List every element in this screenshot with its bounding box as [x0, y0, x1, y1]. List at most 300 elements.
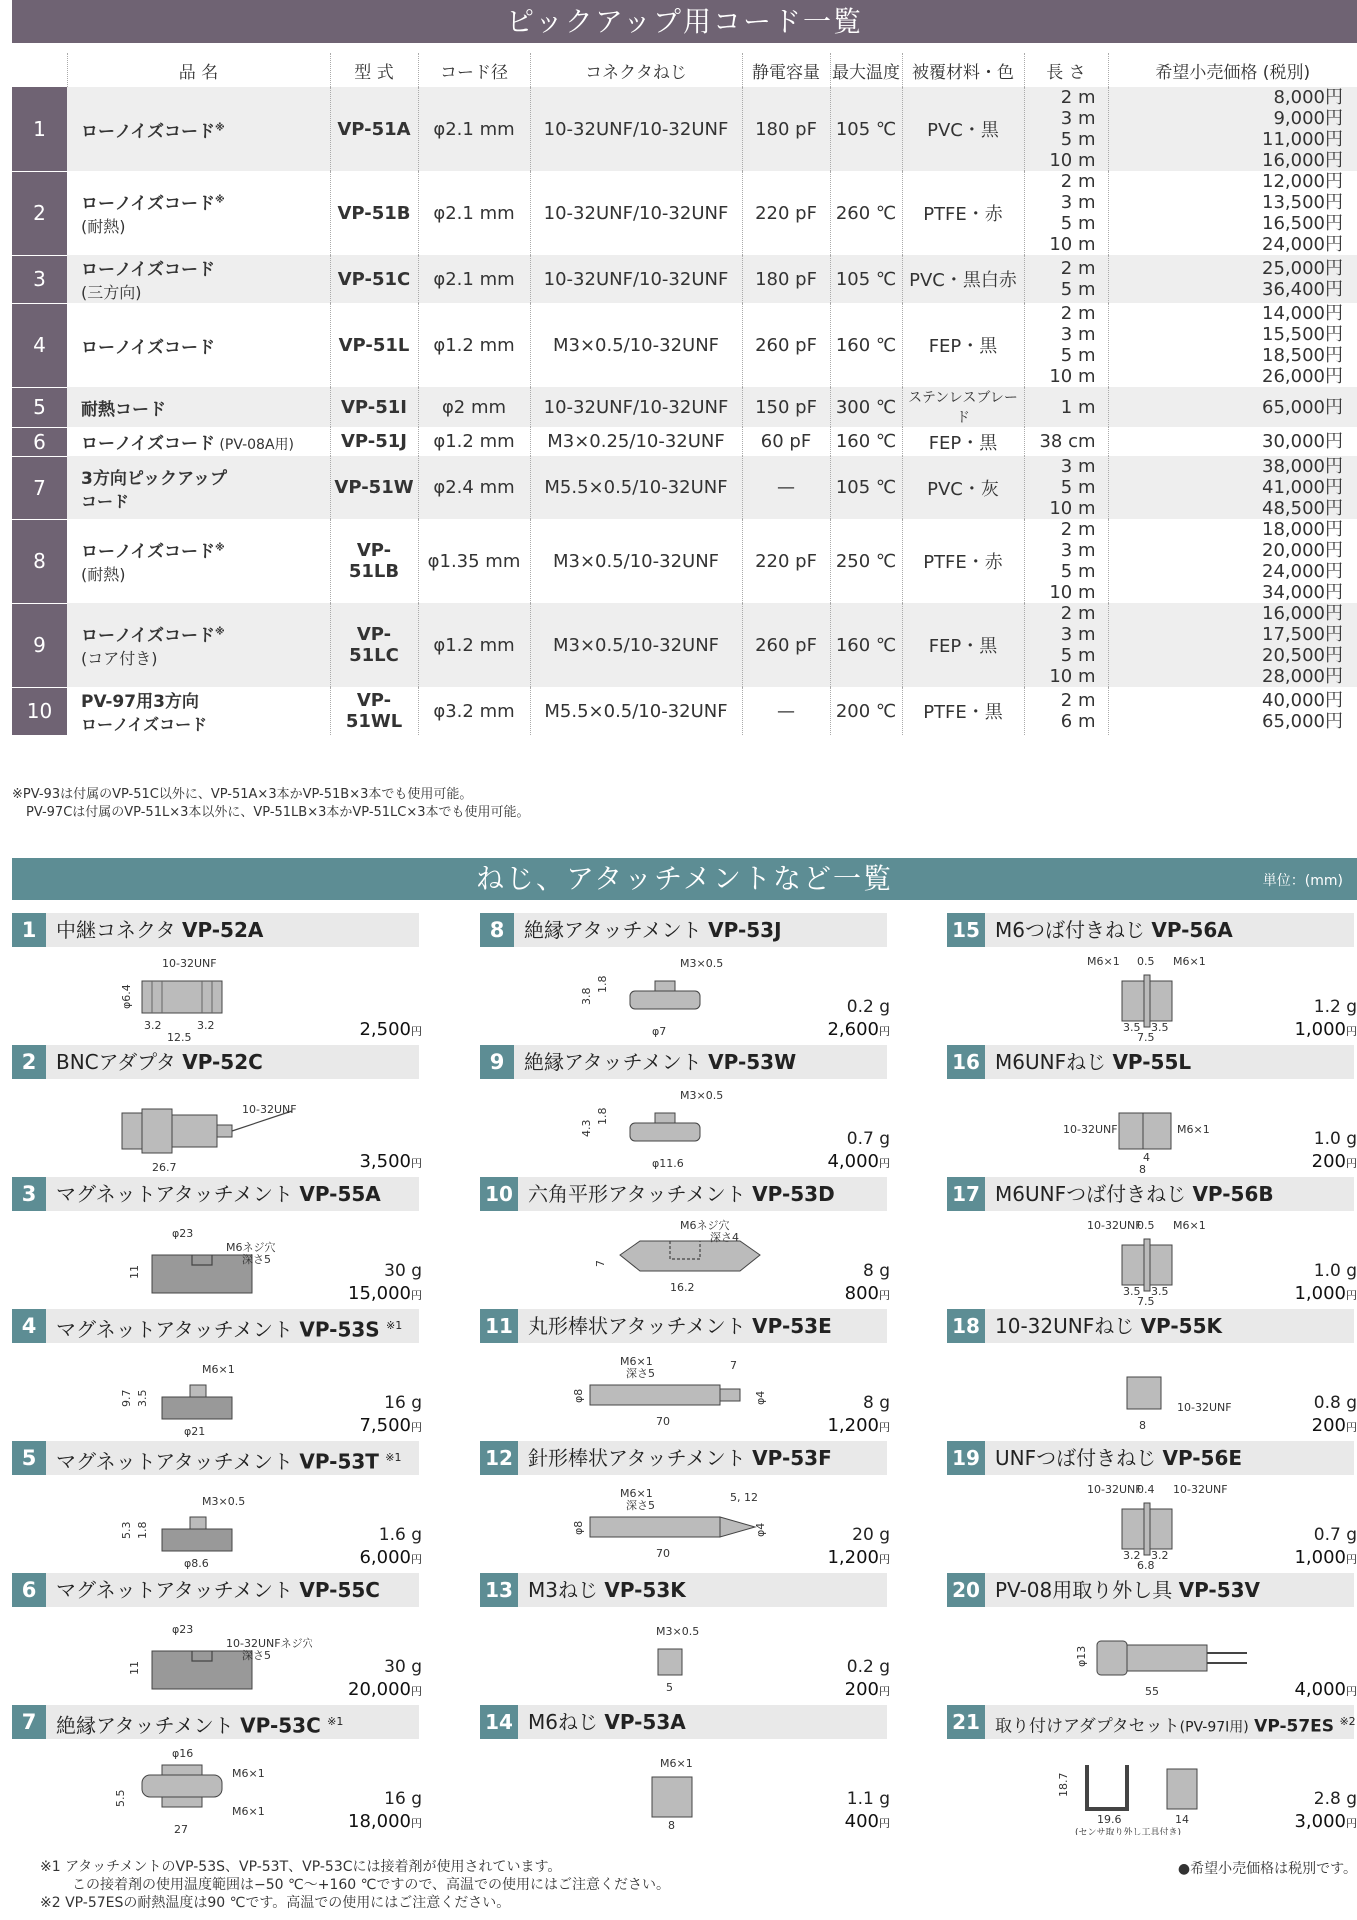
accessory-model: VP-55C [299, 1578, 380, 1602]
accessory-model: VP-52C [182, 1050, 263, 1074]
accessory-price [1294, 1019, 1357, 1040]
accessory-number: 13 [480, 1573, 518, 1607]
accessory-weight: 1.0 g [1313, 1129, 1357, 1149]
accessory-card [947, 913, 1357, 1044]
svg-text:11: 11 [128, 1661, 141, 1675]
accessory-title [528, 1441, 832, 1475]
name-sub: (三方向) [81, 283, 142, 302]
svg-text:(センサ取り外し工具付き): (センサ取り外し工具付き) [1075, 1828, 1182, 1835]
price-number: 200 [1311, 1415, 1346, 1436]
svg-text:27: 27 [174, 1823, 188, 1835]
svg-text:6.8: 6.8 [1137, 1559, 1155, 1571]
price-number: 1,000 [1294, 1283, 1346, 1304]
price-number: 20,000 [348, 1679, 411, 1700]
yen-unit: 円 [1346, 1025, 1357, 1038]
accessory-drawing [1027, 1611, 1247, 1703]
svg-text:φ13: φ13 [1075, 1645, 1088, 1667]
accessory-header [12, 1177, 419, 1211]
price-value: 41,000円 [1262, 477, 1343, 498]
length-value: 2 m [1060, 690, 1096, 711]
material: PVC・黒 [902, 87, 1024, 171]
accessory-drawing [560, 1479, 780, 1571]
svg-text:3.5: 3.5 [1123, 1021, 1141, 1034]
accessory-header [947, 913, 1354, 947]
svg-text:3.5: 3.5 [1151, 1285, 1169, 1298]
footer-note: ※2 VP-57ESの耐熱温度は90 ℃です。高温での使用にはご注意ください。 [40, 1895, 511, 1911]
price-value: 65,000円 [1262, 396, 1343, 418]
price-value: 38,000円 [1262, 456, 1343, 477]
svg-text:M6×1: M6×1 [232, 1767, 265, 1780]
name-text: ローノイズコード [81, 337, 215, 358]
svg-text:4.3: 4.3 [580, 1119, 593, 1137]
accessory-price [359, 1151, 422, 1172]
svg-text:M6ネジ穴: M6ネジ穴 [680, 1219, 730, 1232]
connector-thread: M5.5×0.5/10-32UNF [530, 456, 742, 519]
model-number: VP-51B [330, 171, 418, 255]
table-row [12, 387, 1357, 427]
accessory-name-note: (PV-97I用) [1179, 1719, 1249, 1736]
length-value: 5 m [1060, 477, 1096, 498]
accessory-number: 17 [947, 1177, 985, 1211]
name-text: ローノイズコード [81, 121, 215, 142]
name-text: ローノイズコード [81, 194, 215, 214]
accessory-model: VP-53S [299, 1317, 380, 1342]
svg-text:深さ5: 深さ5 [242, 1649, 271, 1662]
accessory-title [995, 1441, 1242, 1475]
capacitance: 260 pF [742, 603, 830, 687]
yen-unit: 円 [1346, 1685, 1357, 1698]
price-number: 2,500 [359, 1019, 411, 1040]
accessory-title [995, 913, 1233, 947]
cord-diameter: φ2.1 mm [418, 255, 530, 303]
accessory-number: 2 [12, 1045, 46, 1079]
price-number: 4,000 [1294, 1679, 1346, 1700]
price-value: 17,500円 [1262, 624, 1343, 645]
length-value: 3 m [1060, 624, 1096, 645]
svg-text:12.5: 12.5 [167, 1031, 192, 1043]
connector-thread: M3×0.5/10-32UNF [530, 303, 742, 387]
accessory-number: 19 [947, 1441, 985, 1475]
price-list [1108, 303, 1357, 387]
accessory-number: 5 [12, 1441, 46, 1475]
accessory-price [1294, 1283, 1357, 1304]
accessory-drawing [92, 1083, 312, 1175]
accessory-model: VP-53D [752, 1182, 835, 1206]
cord-diameter: φ2.4 mm [418, 456, 530, 519]
svg-text:φ16: φ16 [172, 1747, 194, 1760]
yen-unit: 円 [411, 1553, 422, 1566]
accessory-number: 1 [12, 913, 46, 947]
accessory-model: VP-56B [1192, 1182, 1274, 1206]
accessory-price [1312, 1415, 1357, 1436]
max-temp: 260 ℃ [830, 171, 902, 255]
material: PVC・黒白赤 [902, 255, 1024, 303]
yen-unit: 円 [879, 1157, 890, 1170]
note-mark: ※ [214, 194, 225, 206]
header-capacitance: 静電容量 [742, 53, 830, 87]
cord-table-header [12, 53, 1357, 87]
table-row [12, 427, 1357, 456]
length-value: 3 m [1060, 456, 1096, 477]
name-text: ローノイズコード [81, 542, 215, 562]
svg-text:8: 8 [1139, 1163, 1146, 1175]
length-value: 3 m [1060, 324, 1096, 345]
accessory-header [480, 1573, 887, 1607]
max-temp: 160 ℃ [830, 603, 902, 687]
accessory-drawing [92, 1479, 312, 1571]
accessory-price [845, 1679, 890, 1700]
length-list [1024, 427, 1108, 456]
length-list [1024, 255, 1108, 303]
length-value: 5 m [1060, 561, 1096, 582]
row-number: 8 [12, 519, 67, 603]
name-text: ローノイズコード [81, 626, 215, 646]
length-value: 2 m [1060, 258, 1096, 279]
note-mark: ※1 [385, 1451, 402, 1464]
accessory-drawing [1027, 1347, 1247, 1439]
name-text: 耐熱コード [81, 399, 166, 420]
length-value: 3 m [1060, 108, 1096, 129]
accessory-drawing [1027, 1083, 1247, 1175]
accessory-price [348, 1283, 422, 1304]
max-temp: 105 ℃ [830, 87, 902, 171]
svg-text:14: 14 [1175, 1813, 1189, 1826]
svg-text:9.7: 9.7 [120, 1389, 133, 1407]
accessory-drawing [92, 1611, 312, 1703]
accessory-number: 15 [947, 913, 985, 947]
price-number: 200 [1311, 1151, 1346, 1172]
unit-note: 単位：(mm) [1262, 873, 1343, 889]
svg-text:M6ネジ穴: M6ネジ穴 [226, 1241, 276, 1254]
material: FEP・黒 [902, 603, 1024, 687]
accessory-card [12, 1573, 422, 1704]
price-number: 3,500 [359, 1151, 411, 1172]
accessory-card [480, 1441, 890, 1572]
svg-text:18.7: 18.7 [1057, 1772, 1070, 1797]
connector-thread: M3×0.5/10-32UNF [530, 519, 742, 603]
svg-text:3.2: 3.2 [1151, 1549, 1169, 1562]
price-number: 400 [844, 1811, 879, 1832]
row-number: 1 [12, 87, 67, 171]
yen-unit: 円 [411, 1025, 422, 1038]
row-number: 3 [12, 255, 67, 303]
svg-text:0.5: 0.5 [1137, 1219, 1155, 1232]
accessory-header [480, 1441, 887, 1475]
accessory-model: VP-52A [181, 918, 264, 942]
accessory-title [524, 913, 782, 947]
yen-unit: 円 [411, 1289, 422, 1302]
svg-text:深さ4: 深さ4 [710, 1231, 739, 1244]
capacitance: 180 pF [742, 87, 830, 171]
accessory-title [995, 1309, 1222, 1343]
accessory-drawing [560, 1215, 780, 1307]
accessory-model: VP-55A [299, 1182, 381, 1206]
price-value: 24,000円 [1262, 561, 1343, 582]
accessory-drawing [92, 1347, 312, 1439]
accessory-model: VP-55L [1112, 1050, 1192, 1074]
length-list [1024, 87, 1108, 171]
accessory-weight: 0.7 g [846, 1129, 890, 1149]
accessory-model: VP-53K [604, 1578, 686, 1602]
price-value: 15,500円 [1262, 324, 1343, 345]
yen-unit: 円 [1346, 1421, 1357, 1434]
length-list [1024, 603, 1108, 687]
svg-text:M6×1: M6×1 [1177, 1123, 1210, 1136]
header-diameter: コード径 [418, 53, 530, 87]
table-row [12, 303, 1357, 387]
footer-notes [40, 1858, 670, 1912]
cord-diameter: φ1.2 mm [418, 303, 530, 387]
accessory-header [12, 1045, 419, 1079]
svg-text:16.2: 16.2 [670, 1281, 695, 1294]
capacitance: 220 pF [742, 519, 830, 603]
accessory-name: 取り付けアダプタセット [995, 1716, 1180, 1737]
yen-unit: 円 [411, 1421, 422, 1434]
table-row [12, 255, 1357, 303]
price-list [1108, 603, 1357, 687]
name-text: ローノイズコード [81, 260, 215, 280]
row-number: 5 [12, 387, 67, 427]
accessory-weight: 20 g [852, 1525, 890, 1545]
accessory-header [947, 1705, 1354, 1739]
svg-text:5: 5 [666, 1681, 673, 1694]
accessory-title [56, 1705, 343, 1739]
connector-thread: M3×0.25/10-32UNF [530, 427, 742, 456]
accessory-header [480, 1045, 887, 1079]
accessory-price [1294, 1679, 1357, 1700]
accessory-price [827, 1415, 890, 1436]
accessory-header [12, 1309, 419, 1343]
accessory-name: 絶縁アタッチメント [524, 918, 702, 942]
accessory-name: 丸形棒状アタッチメント [528, 1314, 746, 1338]
accessory-weight: 8 g [862, 1393, 890, 1413]
price-value: 8,000円 [1273, 87, 1343, 108]
svg-text:M3×0.5: M3×0.5 [202, 1495, 246, 1508]
price-value: 18,000円 [1262, 519, 1343, 540]
accessory-name: 六角平形アタッチメント [528, 1182, 746, 1206]
svg-text:7.5: 7.5 [1137, 1031, 1155, 1043]
svg-text:5.5: 5.5 [114, 1789, 127, 1807]
svg-text:3.8: 3.8 [580, 987, 593, 1005]
accessory-drawing [560, 951, 780, 1043]
accessory-header [947, 1177, 1354, 1211]
length-value: 5 m [1060, 645, 1096, 666]
accessory-name: マグネットアタッチメント [56, 1449, 293, 1474]
accessory-drawing [560, 1743, 780, 1835]
yen-unit: 円 [1346, 1553, 1357, 1566]
accessory-header [947, 1309, 1354, 1343]
accessory-header [12, 1705, 419, 1739]
svg-text:0.4: 0.4 [1137, 1483, 1155, 1496]
svg-text:3.2: 3.2 [197, 1019, 215, 1032]
length-list [1024, 687, 1108, 735]
svg-text:5, 12: 5, 12 [730, 1491, 758, 1504]
price-value: 65,000円 [1262, 711, 1343, 732]
length-value: 2 m [1060, 171, 1096, 192]
accessory-title [995, 1177, 1274, 1211]
accessory-name: M6UNFねじ [995, 1050, 1107, 1074]
length-value: 2 m [1060, 87, 1096, 108]
svg-text:10-32UNF: 10-32UNF [1063, 1123, 1118, 1136]
price-value: 16,000円 [1262, 150, 1343, 171]
svg-text:M6×1: M6×1 [660, 1757, 693, 1770]
yen-unit: 円 [879, 1025, 890, 1038]
note-mark: ※ [214, 542, 225, 554]
accessory-title-text: ねじ、アタッチメントなど一覧 [476, 862, 893, 895]
max-temp: 160 ℃ [830, 303, 902, 387]
svg-text:11: 11 [128, 1265, 141, 1279]
capacitance: — [742, 687, 830, 735]
accessory-weight: 0.7 g [1313, 1525, 1357, 1545]
accessory-weight: 0.2 g [846, 1657, 890, 1677]
accessory-header [947, 1573, 1354, 1607]
name-sub: (耐熱) [81, 217, 126, 236]
accessory-name: PV-08用取り外し具 [995, 1578, 1173, 1602]
price-number: 1,000 [1294, 1019, 1346, 1040]
accessory-drawing [92, 951, 312, 1043]
accessory-number: 11 [480, 1309, 518, 1343]
accessory-name: マグネットアタッチメント [56, 1317, 293, 1342]
accessory-name: UNFつば付きねじ [995, 1446, 1157, 1470]
accessory-title [524, 1045, 796, 1079]
accessory-model: VP-53V [1178, 1578, 1261, 1602]
accessory-number: 21 [947, 1705, 985, 1739]
price-value: 34,000円 [1262, 582, 1343, 603]
accessory-header [947, 1441, 1354, 1475]
svg-text:70: 70 [656, 1415, 670, 1428]
accessory-name: 絶縁アタッチメント [56, 1713, 234, 1738]
connector-thread: 10-32UNF/10-32UNF [530, 387, 742, 427]
svg-text:M6×1: M6×1 [620, 1487, 653, 1500]
accessory-model: VP-53W [708, 1050, 797, 1074]
svg-text:M6×1: M6×1 [1087, 955, 1120, 968]
model-number: VP-51A [330, 87, 418, 171]
svg-text:7.5: 7.5 [1137, 1295, 1155, 1307]
name-sub: コード [81, 491, 130, 511]
price-value: 25,000円 [1262, 258, 1343, 279]
price-value: 40,000円 [1262, 690, 1343, 711]
accessory-card [480, 913, 890, 1044]
connector-thread: 10-32UNF/10-32UNF [530, 171, 742, 255]
length-value: 10 m [1049, 234, 1096, 255]
material: ステンレスブレード [902, 387, 1024, 427]
footer-note: この接着剤の使用温度範囲は−50 ℃〜+160 ℃ですので、高温での使用にはご注意ください。 [72, 1877, 671, 1893]
table-row [12, 456, 1357, 519]
accessory-card [480, 1705, 890, 1836]
svg-text:1.8: 1.8 [136, 1521, 149, 1539]
length-list [1024, 456, 1108, 519]
cord-diameter: φ2.1 mm [418, 171, 530, 255]
accessory-name: M6つば付きねじ [995, 918, 1145, 942]
price-value: 36,400円 [1262, 279, 1343, 300]
svg-text:φ7: φ7 [652, 1025, 667, 1038]
svg-text:8: 8 [668, 1819, 675, 1832]
price-number: 1,200 [827, 1547, 879, 1568]
price-value: 14,000円 [1262, 303, 1343, 324]
accessory-title [995, 1045, 1191, 1079]
note-mark: ※1 [386, 1319, 403, 1332]
price-list [1108, 87, 1357, 171]
svg-text:3.5: 3.5 [1123, 1285, 1141, 1298]
price-number: 3,000 [1294, 1811, 1346, 1832]
accessory-header [947, 1045, 1354, 1079]
accessory-model: VP-53J [708, 918, 782, 942]
accessory-drawing [92, 1743, 312, 1835]
accessory-weight: 1.2 g [1313, 997, 1357, 1017]
accessory-price [827, 1151, 890, 1172]
price-number: 1,000 [1294, 1547, 1346, 1568]
model-number: VP-51L [330, 303, 418, 387]
accessory-weight: 1.1 g [846, 1789, 890, 1809]
svg-text:φ8: φ8 [572, 1520, 585, 1535]
max-temp: 160 ℃ [830, 427, 902, 456]
price-value: 9,000円 [1273, 108, 1343, 129]
price-value: 16,500円 [1262, 213, 1343, 234]
cord-diameter: φ2.1 mm [418, 87, 530, 171]
table-row [12, 519, 1357, 603]
length-value: 10 m [1049, 498, 1096, 519]
connector-thread: 10-32UNF/10-32UNF [530, 87, 742, 171]
price-list [1108, 456, 1357, 519]
product-name [67, 427, 330, 456]
accessory-weight: 8 g [862, 1261, 890, 1281]
svg-text:26.7: 26.7 [152, 1161, 177, 1174]
name-sub: (コア付き) [81, 649, 158, 668]
svg-text:φ11.6: φ11.6 [652, 1157, 684, 1170]
svg-text:7: 7 [594, 1260, 607, 1267]
accessory-title [528, 1177, 835, 1211]
accessory-drawing [1027, 951, 1247, 1043]
length-list [1024, 519, 1108, 603]
svg-text:φ4: φ4 [754, 1522, 767, 1537]
product-name [67, 387, 330, 427]
length-value: 5 m [1060, 279, 1096, 300]
price-value: 24,000円 [1262, 234, 1343, 255]
price-number: 6,000 [359, 1547, 411, 1568]
model-number: VP-51I [330, 387, 418, 427]
accessory-number: 7 [12, 1705, 46, 1739]
cord-diameter: φ2 mm [418, 387, 530, 427]
price-value: 18,500円 [1262, 345, 1343, 366]
name-note: (PV-08A用) [214, 437, 294, 453]
accessory-name: M3ねじ [528, 1578, 598, 1602]
product-name [67, 255, 330, 303]
price-number: 7,500 [359, 1415, 411, 1436]
model-number: VP-51J [330, 427, 418, 456]
row-number: 10 [12, 687, 67, 735]
svg-text:M6×1: M6×1 [620, 1355, 653, 1368]
cord-diameter: φ1.2 mm [418, 427, 530, 456]
accessory-card [12, 1045, 422, 1176]
accessory-price [359, 1019, 422, 1040]
accessory-card [12, 913, 422, 1044]
price-list [1108, 427, 1357, 456]
svg-text:55: 55 [1145, 1685, 1159, 1698]
material: PTFE・赤 [902, 519, 1024, 603]
accessory-drawing [1027, 1743, 1247, 1835]
product-name [67, 519, 330, 603]
yen-unit: 円 [879, 1289, 890, 1302]
svg-text:M6×1: M6×1 [1173, 1219, 1206, 1232]
accessory-price [1294, 1811, 1357, 1832]
price-list [1108, 171, 1357, 255]
name-sub: (耐熱) [81, 565, 126, 584]
accessory-card [947, 1309, 1357, 1440]
svg-text:0.5: 0.5 [1137, 955, 1155, 968]
price-number: 18,000 [348, 1811, 411, 1832]
price-value: 13,500円 [1262, 192, 1343, 213]
product-name [67, 303, 330, 387]
